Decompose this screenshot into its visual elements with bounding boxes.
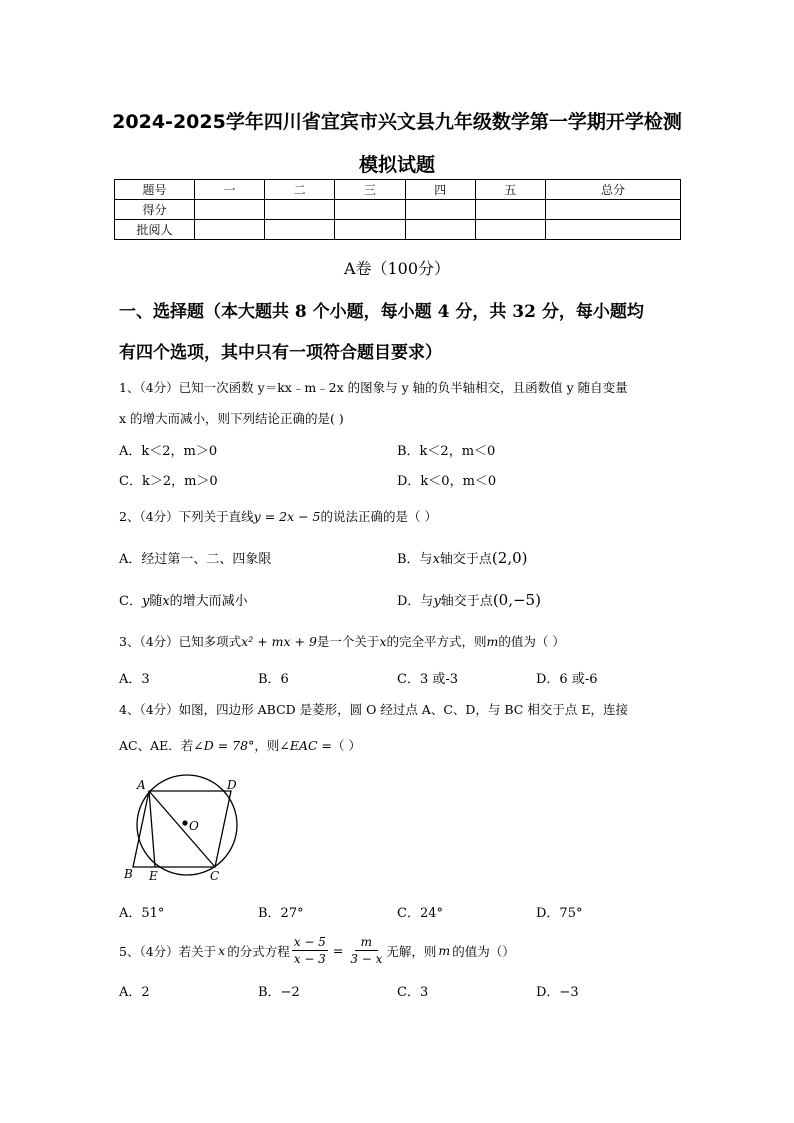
juan-label: A卷（100分） xyxy=(343,259,451,278)
score-header-cell: 三 xyxy=(335,180,405,200)
score-header-cell: 一 xyxy=(195,180,265,200)
q2-option-b xyxy=(397,548,527,567)
q4-stem-line2 xyxy=(119,736,361,754)
q5-fraction-right xyxy=(348,934,384,967)
q2-b-mid: 轴交于点 xyxy=(439,552,492,567)
q1-stem-line1: 1、（4分）已知一次函数 y＝kx﹣m﹣2x 的图象与 y 轴的负半轴相交，且函数值 y 随自变量 xyxy=(119,380,628,395)
score-cell xyxy=(405,200,475,220)
score-header-cell: 总分 xyxy=(546,180,681,200)
q5-equals: = xyxy=(332,943,344,958)
q2-d-point: (0,−5) xyxy=(492,591,541,609)
q4-line2-mid: ，则 xyxy=(254,738,280,753)
q5-stem xyxy=(119,934,515,967)
q2-c-suffix: 的增大而减小 xyxy=(169,594,248,609)
q1-stem-line2: x 的增大而减小，则下列结论正确的是( ) xyxy=(119,411,344,426)
q5-option-d: D．−3 xyxy=(536,985,579,1000)
q3-stem xyxy=(119,632,565,650)
figure-label-o: O xyxy=(189,819,199,833)
q2-c-mid: 随 xyxy=(149,594,163,609)
score-cell xyxy=(475,220,545,240)
score-header-cell: 四 xyxy=(405,180,475,200)
q3-prefix: 3、（4分）已知多项式 xyxy=(119,634,242,649)
page-title-line2: 模拟试题 xyxy=(358,154,435,176)
q2-b-point: (2,0) xyxy=(491,549,528,567)
q5-var: x xyxy=(218,943,226,958)
q5-option-b: B．−2 xyxy=(258,985,300,1000)
q5-frac2-num: m xyxy=(355,934,378,951)
score-cell xyxy=(405,220,475,240)
q3-mid: 是一个关于 xyxy=(316,634,380,649)
score-row-label: 批阅人 xyxy=(115,220,195,240)
score-cell xyxy=(546,200,681,220)
q1-option-c: C．k＞2，m＞0 xyxy=(119,474,218,489)
q2-option-d xyxy=(397,590,541,609)
q4-option-b: B．27° xyxy=(258,906,304,921)
score-cell xyxy=(265,220,335,240)
q2-stem xyxy=(119,507,437,525)
q4-expr1: ∠D = 78° xyxy=(193,738,255,753)
q2-d-prefix: D．与 xyxy=(397,594,434,609)
q3-option-d: D．6 或-6 xyxy=(536,672,598,687)
score-cell xyxy=(195,220,265,240)
q3-option-c: C．3 或-3 xyxy=(397,672,459,687)
q5-fraction-left xyxy=(292,934,328,967)
q3-var2: m xyxy=(486,634,499,649)
q2-b-prefix: B．与 xyxy=(397,552,433,567)
q2-option-c xyxy=(119,590,248,609)
q5-prefix: 5、（4分）若关于 xyxy=(119,943,217,959)
q2-c-var2: x xyxy=(162,594,170,609)
score-cell xyxy=(335,220,405,240)
q4-option-c: C．24° xyxy=(397,906,443,921)
score-header-cell: 题号 xyxy=(115,180,195,200)
q3-suffix: 的值为（ ） xyxy=(498,634,565,649)
q4-line2-prefix: AC、AE．若 xyxy=(119,738,194,753)
q5-frac1-num: x − 5 xyxy=(293,935,326,949)
q3-mid2: 的完全平方式，则 xyxy=(386,634,487,649)
figure-center-dot xyxy=(182,820,187,825)
score-table xyxy=(114,179,681,240)
q5-option-a: A．2 xyxy=(119,985,150,1000)
figure-label-b: B xyxy=(124,867,133,881)
q4-stem-line1: 4、（4分）如图，四边形 ABCD 是菱形，圆 O 经过点 A、C、D，与 BC 相交于点 E，连接 xyxy=(119,702,628,717)
q5-mid: 的分式方程 xyxy=(227,943,290,959)
figure-label-d: D xyxy=(227,778,237,792)
q4-line2-suffix: （ ） xyxy=(331,738,361,753)
q2-c-var1: y xyxy=(141,594,150,609)
q2-d-var: y xyxy=(433,594,441,609)
q4-option-d: D．75° xyxy=(536,906,583,921)
section-heading-line1: 一、选择题（本大题共 8 个小题，每小题 4 分，共 32 分，每小题均 xyxy=(119,302,644,322)
q5-option-c: C．3 xyxy=(397,985,429,1000)
q2-option-a: A．经过第一、二、四象限 xyxy=(119,552,272,567)
score-row-label: 得分 xyxy=(115,200,195,220)
q2-b-var: x xyxy=(432,552,440,567)
q5-var2: m xyxy=(438,943,451,958)
score-cell xyxy=(195,200,265,220)
q4-rhombus-circle-figure xyxy=(115,770,245,885)
score-table-row xyxy=(115,200,681,220)
score-cell xyxy=(475,200,545,220)
score-table-row xyxy=(115,220,681,240)
q4-expr2: ∠EAC = xyxy=(279,738,332,753)
score-cell xyxy=(265,200,335,220)
q2-d-mid: 轴交于点 xyxy=(440,594,493,609)
q2-c-prefix: C． xyxy=(119,594,142,609)
q1-option-b: B．k＜2，m＜0 xyxy=(397,444,496,459)
figure-label-a: A xyxy=(137,778,146,792)
q5-frac1-den: x − 3 xyxy=(293,952,326,966)
q4-option-a: A．51° xyxy=(119,906,165,921)
figure-label-c: C xyxy=(210,869,220,883)
score-cell xyxy=(546,220,681,240)
figure-segment-ae xyxy=(149,791,155,867)
section-heading-line2: 有四个选项，其中只有一项符合题目要求） xyxy=(119,343,442,363)
score-header-cell: 二 xyxy=(265,180,335,200)
q3-var: x xyxy=(379,634,387,649)
score-header-cell: 五 xyxy=(475,180,545,200)
score-cell xyxy=(335,200,405,220)
q3-option-a: A．3 xyxy=(119,672,150,687)
figure-segment-ac xyxy=(149,791,215,867)
page-title-line1: 2024-2025学年四川省宜宾市兴文县九年级数学第一学期开学检测 xyxy=(112,111,682,133)
figure-label-e: E xyxy=(149,869,158,883)
q5-frac2-den: 3 − x xyxy=(350,952,383,966)
q2-suffix: 的说法正确的是（ ） xyxy=(320,509,437,524)
q5-suffix: 的值为（） xyxy=(452,943,515,959)
q2-prefix: 2、（4分）下列关于直线 xyxy=(119,509,254,524)
q2-expr: y = 2x − 5 xyxy=(253,509,321,524)
score-table-header-row xyxy=(115,180,681,200)
q1-option-a: A．k＜2，m＞0 xyxy=(119,444,218,459)
q3-expr: x² + mx + 9 xyxy=(241,634,317,649)
q5-mid2: 无解，则 xyxy=(386,943,437,959)
q3-option-b: B．6 xyxy=(258,672,289,687)
q1-option-d: D．k＜0，m＜0 xyxy=(397,474,497,489)
